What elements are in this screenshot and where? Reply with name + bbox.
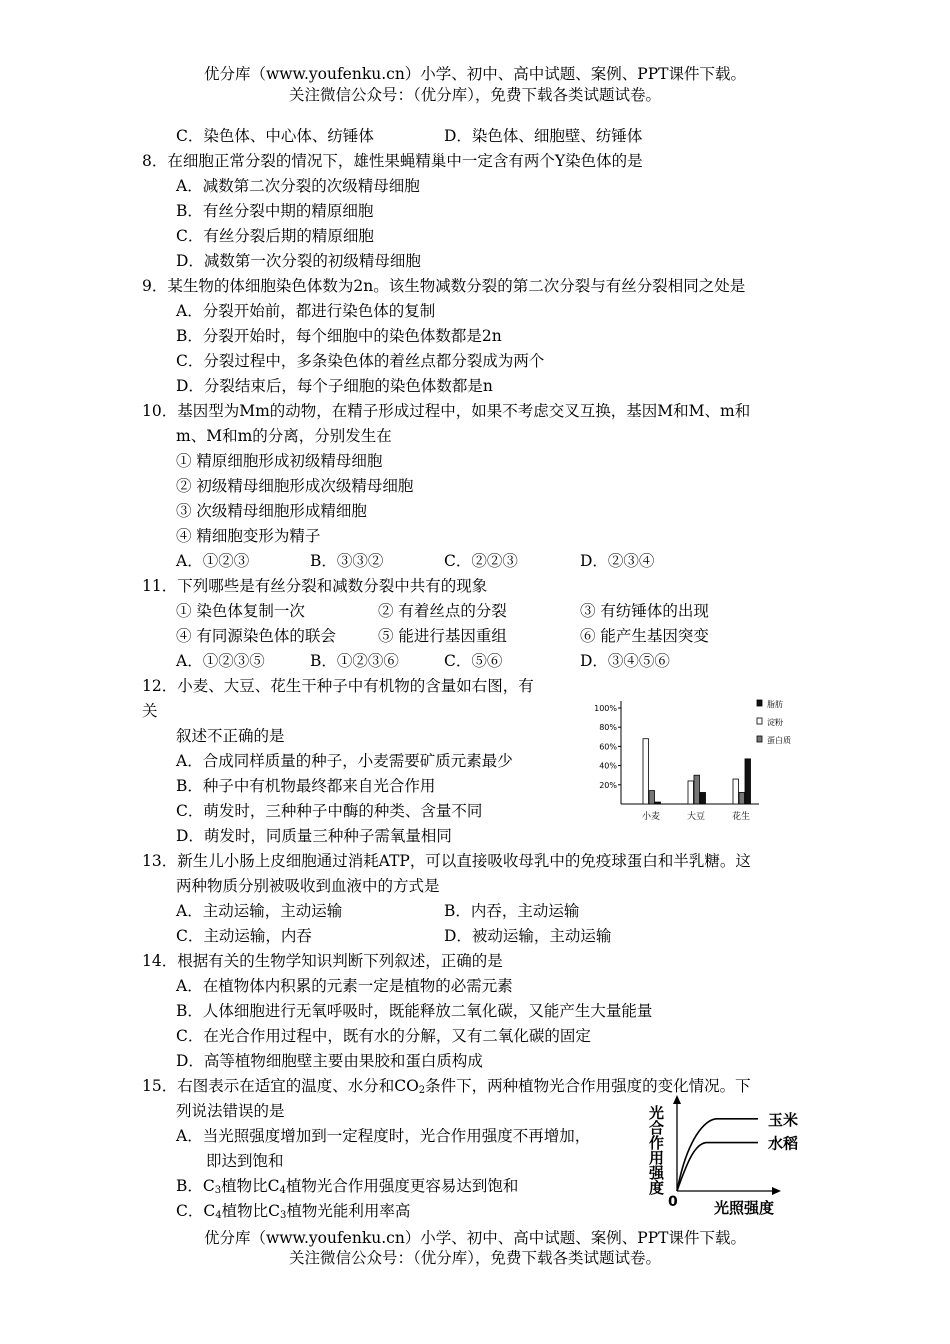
bar-脂肪-小麦 [655, 802, 661, 804]
q12-stem-line-3: 叙述不正确的是 [176, 727, 285, 745]
q10-option-a: A．①②③ [176, 552, 250, 570]
q15-option-b: B．$C_3$植物比$C_4$植物光合作用强度更容易达到饱和 [176, 1177, 519, 1196]
q12-stem-line-2: 关 [142, 702, 158, 720]
curve-label: 水稻 [768, 1134, 799, 1153]
q13-stem-line-1: 13．新生儿小肠上皮细胞通过消耗ATP，可以直接吸收母乳中的免疫球蛋白和半乳糖。这 [142, 852, 751, 870]
header-line-1: 优分库（www.youfenku.cn）小学、初中、高中试题、案例、PPT课件下载。 [203, 65, 747, 83]
q10-stem-line-2: m、M和m的分离，分别发生在 [176, 427, 392, 445]
legend-label: 蛋白质 [767, 736, 791, 745]
q15-stem-line-2: 列说法错误的是 [176, 1102, 285, 1120]
x-tick-label: 花生 [731, 812, 751, 822]
q11-item-2: ② 有着丝点的分裂 [378, 602, 507, 620]
q8-option-a: A．减数第二次分裂的次级精母细胞 [176, 177, 420, 195]
q13-option-b: B．内吞，主动运输 [444, 902, 580, 920]
legend-swatch [757, 700, 762, 706]
q10-item-3: ③ 次级精母细胞形成精细胞 [176, 502, 367, 520]
q10-option-b: B．③③② [310, 552, 384, 570]
q14-option-a: A．在植物体内积累的元素一定是植物的必需元素 [176, 977, 513, 995]
q14-option-c: C．在光合作用过程中，既有水的分解，又有二氧化碳的固定 [176, 1027, 591, 1045]
q8-option-c: C．有丝分裂后期的精原细胞 [176, 227, 374, 245]
q8-stem: 8．在细胞正常分裂的情况下，雄性果蝇精巢中一定含有两个Y染色体的是 [142, 152, 643, 170]
q15-option-a-cont: 即达到饱和 [206, 1152, 284, 1170]
y-axis-label: 光合作用强度 [647, 1105, 665, 1195]
q7-option-c: C．染色体、中心体、纺锤体 [176, 127, 374, 145]
bar-蛋白质-花生 [739, 792, 745, 804]
q7-option-d: D．染色体、细胞壁、纺锤体 [444, 127, 643, 145]
q9-option-c: C．分裂过程中，多条染色体的着丝点都分裂成为两个 [176, 352, 545, 370]
q14-option-b: B．人体细胞进行无氧呼吸时，既能释放二氧化碳，又能产生大量能量 [176, 1002, 653, 1020]
footer-line-1: 优分库（www.youfenku.cn）小学、初中、高中试题、案例、PPT课件下载。 [203, 1229, 747, 1247]
q9-option-b: B．分裂开始时，每个细胞中的染色体数都是2n [176, 327, 502, 345]
q9-option-a: A．分裂开始前，都进行染色体的复制 [176, 302, 436, 320]
q14-option-d: D．高等植物细胞壁主要由果胶和蛋白质构成 [176, 1052, 483, 1070]
q11-item-6: ⑥ 能产生基因突变 [580, 627, 709, 645]
legend-swatch [757, 718, 762, 724]
q12-option-b: B．种子中有机物最终都来自光合作用 [176, 777, 436, 795]
y-tick-label: 20% [599, 780, 617, 790]
q11-option-d: D．③④⑤⑥ [580, 652, 670, 670]
q13-option-d: D．被动运输，主动运输 [444, 927, 612, 945]
q9-stem: 9．某生物的体细胞染色体数为2n。该生物减数分裂的第二次分裂与有丝分裂相同之处是 [142, 277, 746, 295]
q12-option-d: D．萌发时，同质量三种种子需氧量相同 [176, 827, 452, 845]
q10-item-1: ① 精原细胞形成初级精母细胞 [176, 452, 383, 470]
y-tick-label: 40% [599, 761, 617, 771]
q10-stem-line-1: 10．基因型为Mm的动物，在精子形成过程中，如果不考虑交叉互换，基因M和M、m和 [142, 402, 751, 420]
q13-option-c: C．主动运输，内吞 [176, 927, 312, 945]
q8-option-b: B．有丝分裂中期的精原细胞 [176, 202, 374, 220]
q15-stem-line-1: 15．右图表示在适宜的温度、水分和$CO_2$条件下，两种植物光合作用强度的变化情况。下 [142, 1077, 751, 1096]
x-axis-label: 光照强度 [714, 1199, 775, 1217]
q15-option-a: A．当光照强度增加到一定程度时，光合作用强度不再增加， [176, 1127, 591, 1145]
legend-label: 脂肪 [767, 700, 783, 709]
q13-stem-line-2: 两种物质分别被吸收到血液中的方式是 [176, 877, 440, 895]
q10-option-d: D．②③④ [580, 552, 655, 570]
y-tick-label: 60% [599, 742, 617, 752]
q11-item-1: ① 染色体复制一次 [176, 602, 305, 620]
bar-脂肪-大豆 [700, 792, 706, 804]
bar-蛋白质-大豆 [694, 775, 700, 804]
y-tick-label: 80% [599, 723, 617, 733]
header-line-2: 关注微信公众号：（优分库），免费下载各类试题试卷。 [288, 86, 661, 104]
footer-line-2: 关注微信公众号：（优分库），免费下载各类试题试卷。 [288, 1249, 661, 1267]
q12-stem-line-1: 12．小麦、大豆、花生干种子中有机物的含量如右图，有 [142, 677, 534, 695]
bar-淀粉-大豆 [688, 781, 694, 804]
q13-option-a: A．主动运输，主动运输 [176, 902, 343, 920]
x-axis-arrow [772, 1187, 781, 1195]
x-tick-label: 大豆 [686, 812, 706, 822]
q8-option-d: D．减数第一次分裂的初级精母细胞 [176, 252, 421, 270]
bar-蛋白质-小麦 [649, 791, 655, 804]
q11-item-5: ⑤ 能进行基因重组 [378, 627, 507, 645]
bar-脂肪-花生 [745, 759, 751, 804]
q10-item-4: ④ 精细胞变形为精子 [176, 527, 321, 545]
q11-option-a: A．①②③⑤ [176, 652, 265, 670]
origin-label: 0 [668, 1194, 678, 1210]
q10-item-2: ② 初级精母细胞形成次级精母细胞 [176, 477, 414, 495]
bar-淀粉-花生 [733, 779, 739, 804]
legend-swatch [757, 736, 762, 742]
x-tick-label: 小麦 [641, 812, 661, 822]
curve-label: 玉米 [768, 1110, 799, 1129]
q11-option-b: B．①②③⑥ [310, 652, 399, 670]
q11-item-3: ③ 有纺锤体的出现 [580, 602, 709, 620]
q9-option-d: D．分裂结束后，每个子细胞的染色体数都是n [176, 377, 493, 395]
curve-玉米 [677, 1119, 758, 1191]
q11-stem: 11．下列哪些是有丝分裂和减数分裂中共有的现象 [142, 577, 488, 595]
q11-option-c: C．⑤⑥ [444, 652, 503, 670]
q14-stem: 14．根据有关的生物学知识判断下列叙述，正确的是 [142, 952, 503, 970]
q12-bar-chart [585, 693, 810, 830]
q10-option-c: C．②②③ [444, 552, 518, 570]
q11-item-4: ④ 有同源染色体的联会 [176, 627, 336, 645]
q15-line-chart [640, 1093, 815, 1218]
q12-option-a: A．合成同样质量的种子，小麦需要矿质元素最少 [176, 752, 513, 770]
q15-option-c: C．$C_4$植物比$C_3$植物光能利用率高 [176, 1202, 411, 1221]
legend-label: 淀粉 [767, 718, 783, 727]
q12-option-c: C．萌发时，三种种子中酶的种类、含量不同 [176, 802, 483, 820]
y-tick-label: 100% [594, 704, 617, 713]
bar-淀粉-小麦 [643, 739, 649, 804]
